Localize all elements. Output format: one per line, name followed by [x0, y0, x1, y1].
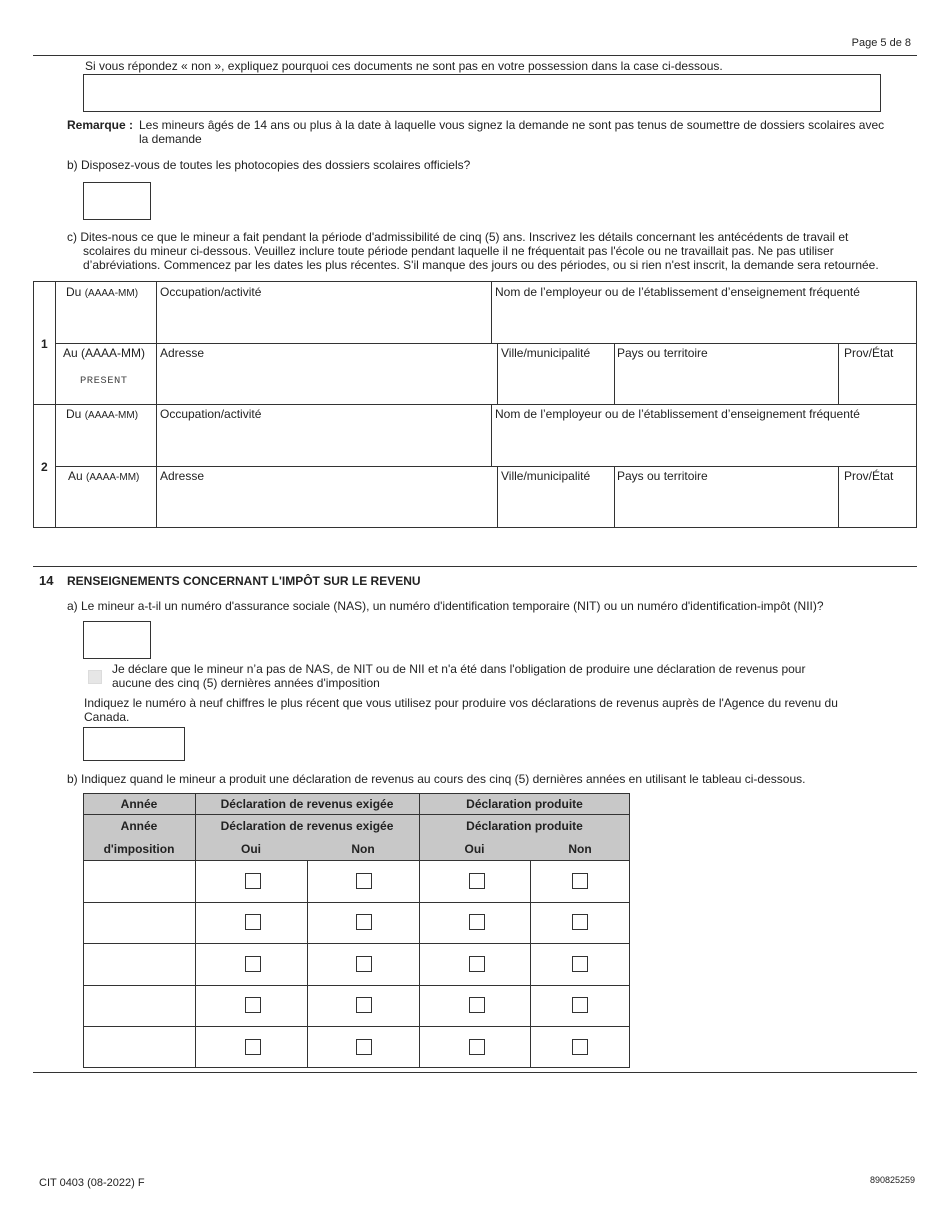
from-date-label — [66, 407, 138, 423]
filed-yes-checkbox[interactable] — [469, 1039, 485, 1055]
history-col-divider — [614, 343, 615, 404]
barcode-number: 890825259 — [869, 1175, 915, 1185]
tax-table-divider — [83, 1026, 630, 1027]
history-col-divider — [838, 466, 839, 528]
remark-line-2: la demande — [139, 132, 202, 146]
filed-no-checkbox[interactable] — [572, 914, 588, 930]
filed-yes-checkbox[interactable] — [469, 956, 485, 972]
filed-no-checkbox[interactable] — [572, 997, 588, 1013]
city-label: Ville/municipalité — [501, 346, 591, 360]
header-tax-year — [83, 819, 195, 856]
header-return-filed: Déclaration produite — [466, 797, 583, 811]
required-yes-checkbox[interactable] — [245, 1039, 261, 1055]
tax-table-col-divider — [195, 793, 196, 1068]
question-c-line-1: c) Dites-nous ce que le mineur a fait pendant la période d'admissibilité de cinq (5) ans. Inscrivez les détails concernant les antécédents de travail et — [67, 230, 849, 244]
filed-no-checkbox[interactable] — [572, 873, 588, 889]
header-return-filed-2: Déclaration produite — [466, 819, 583, 833]
to-date-label — [68, 469, 139, 485]
tax-table-col-divider — [530, 860, 531, 1068]
header-tax-year-line1: Année — [120, 819, 158, 833]
history-row-divider — [33, 404, 917, 405]
remark-line-1: Les mineurs âgés de 14 ans ou plus à la date à laquelle vous signez la demande ne sont pas tenus de soumettre de dossiers scolaires avec — [139, 118, 885, 132]
filed-yes-checkbox[interactable] — [469, 914, 485, 930]
required-yes-checkbox[interactable] — [245, 956, 261, 972]
required-yes-checkbox[interactable] — [245, 873, 261, 889]
required-no-checkbox[interactable] — [356, 873, 372, 889]
required-no-checkbox[interactable] — [356, 997, 372, 1013]
header-required-yes: Oui — [241, 842, 261, 856]
province-label: Prov/État — [844, 346, 894, 360]
from-format-text: (AAAA-MM) — [84, 288, 139, 299]
address-label: Adresse — [160, 346, 205, 360]
filed-yes-checkbox[interactable] — [469, 997, 485, 1013]
header-return-required-2: Déclaration de revenus exigée — [220, 819, 394, 833]
history-col-divider — [838, 343, 839, 404]
no-explanation-field[interactable] — [83, 74, 881, 112]
city-label: Ville/municipalité — [501, 469, 591, 483]
indicate-line-2: Canada. — [84, 710, 130, 724]
question-c-text — [67, 230, 917, 272]
question-a-tax-number: a) Le mineur a-t-il un numéro d'assurance sociale (NAS), un numéro d'identification temporaire (NIT) ou un numéro d'identification-impôt (NII)? — [67, 599, 824, 613]
filed-no-checkbox[interactable] — [572, 956, 588, 972]
header-return-required: Déclaration de revenus exigée — [220, 797, 394, 811]
top-divider — [33, 55, 917, 56]
to-format-text: (AAAA-MM) — [86, 472, 140, 483]
header-filed-yes: Oui — [464, 842, 485, 856]
filed-yes-checkbox[interactable] — [469, 873, 485, 889]
question-b-records: b) Disposez-vous de toutes les photocopies des dossiers scolaires officiels? — [67, 158, 471, 172]
from-label-text: Du — [66, 407, 82, 421]
from-format-text: (AAAA-MM) — [84, 410, 139, 421]
address-label: Adresse — [160, 469, 205, 483]
question-c-line-2: scolaires du mineur ci-dessous. Veuillez inclure toute période pendant laquelle il ne fréquentait pas l'école ou ne travaillait pas. Ne pas utiliser — [83, 244, 834, 258]
tax-table-col-divider — [307, 860, 308, 1068]
page-number: Page 5 de 8 — [851, 37, 911, 49]
country-label: Pays ou territoire — [617, 346, 708, 360]
history-row-divider — [55, 343, 917, 344]
section-number: 14 — [39, 573, 54, 588]
required-yes-checkbox[interactable] — [245, 997, 261, 1013]
declaration-checkbox[interactable] — [88, 670, 102, 684]
history-col-divider — [491, 404, 492, 466]
no-explanation-text: Si vous répondez « non », expliquez pourquoi ces documents ne sont pas en votre possession dans la case ci-dessous. — [85, 59, 723, 73]
history-row-divider — [55, 466, 917, 467]
country-label: Pays ou territoire — [617, 469, 708, 483]
employer-label: Nom de l’employeur ou de l’établissement d’enseignement fréquenté — [495, 407, 860, 421]
employer-label: Nom de l’employeur ou de l’établissement d’enseignement fréquenté — [495, 285, 860, 299]
question-b-tax-returns: b) Indiquez quand le mineur a produit une déclaration de revenus au cours des cinq (5) dernières années en utilisant le tableau ci-dessous. — [67, 772, 806, 786]
tax-table-divider — [83, 814, 630, 815]
declaration-text — [112, 662, 872, 690]
required-no-checkbox[interactable] — [356, 956, 372, 972]
tax-number-field[interactable] — [83, 727, 185, 761]
header-filed-no: Non — [568, 842, 592, 856]
to-label-text: Au — [68, 469, 83, 483]
history-col-divider — [497, 466, 498, 528]
required-yes-checkbox[interactable] — [245, 914, 261, 930]
form-code: CIT 0403 (08-2022) F — [39, 1177, 145, 1189]
history-col-divider — [55, 281, 56, 528]
indicate-line-1: Indiquez le numéro à neuf chiffres le plus récent que vous utilisez pour produire vos déclarations de revenus auprès de l'Agence du revenu du — [84, 696, 838, 710]
occupation-label: Occupation/activité — [160, 407, 262, 421]
history-col-divider — [491, 281, 492, 343]
province-label: Prov/État — [844, 469, 894, 483]
required-no-checkbox[interactable] — [356, 1039, 372, 1055]
history-col-divider — [156, 281, 157, 528]
history-col-divider — [497, 343, 498, 404]
tax-table-col-divider — [419, 793, 420, 1068]
occupation-label: Occupation/activité — [160, 285, 262, 299]
header-year: Année — [120, 797, 158, 811]
tax-table-divider — [83, 902, 630, 903]
history-col-divider — [614, 466, 615, 528]
filed-no-checkbox[interactable] — [572, 1039, 588, 1055]
section-divider — [33, 566, 917, 567]
header-required-no: Non — [351, 842, 375, 856]
remark-text — [139, 118, 919, 146]
required-no-checkbox[interactable] — [356, 914, 372, 930]
history-row-number: 1 — [41, 337, 48, 351]
declaration-line-1: Je déclare que le mineur n’a pas de NAS, de NIT ou de NII et n'a été dans l'obligation de produire une déclaration de revenus pour — [112, 662, 806, 676]
header-tax-year-line2: d'imposition — [103, 842, 175, 856]
tax-table-divider — [83, 943, 630, 944]
declaration-line-2: aucune des cinq (5) dernières années d'imposition — [112, 676, 380, 690]
to-date-label: Au (AAAA-MM) — [63, 346, 146, 360]
tax-table-divider — [83, 985, 630, 986]
history-row-number: 2 — [41, 460, 48, 474]
tax-table-divider — [83, 860, 630, 861]
to-date-value[interactable]: PRESENT — [80, 375, 128, 387]
from-label-text: Du — [66, 285, 82, 299]
remark-label: Remarque : — [67, 118, 134, 132]
records-answer-field[interactable] — [83, 182, 151, 220]
bottom-divider — [33, 1072, 917, 1073]
section-title: RENSEIGNEMENTS CONCERNANT L'IMPÔT SUR LE REVENU — [67, 574, 421, 588]
from-date-label — [66, 285, 138, 301]
indicate-number-text — [84, 696, 894, 724]
question-c-line-3: d’abréviations. Commencez par les dates les plus récentes. S'il manque des jours ou des périodes, ou si rien n'est inscrit, la demande sera retournée. — [83, 258, 879, 272]
tax-number-answer-field[interactable] — [83, 621, 151, 659]
